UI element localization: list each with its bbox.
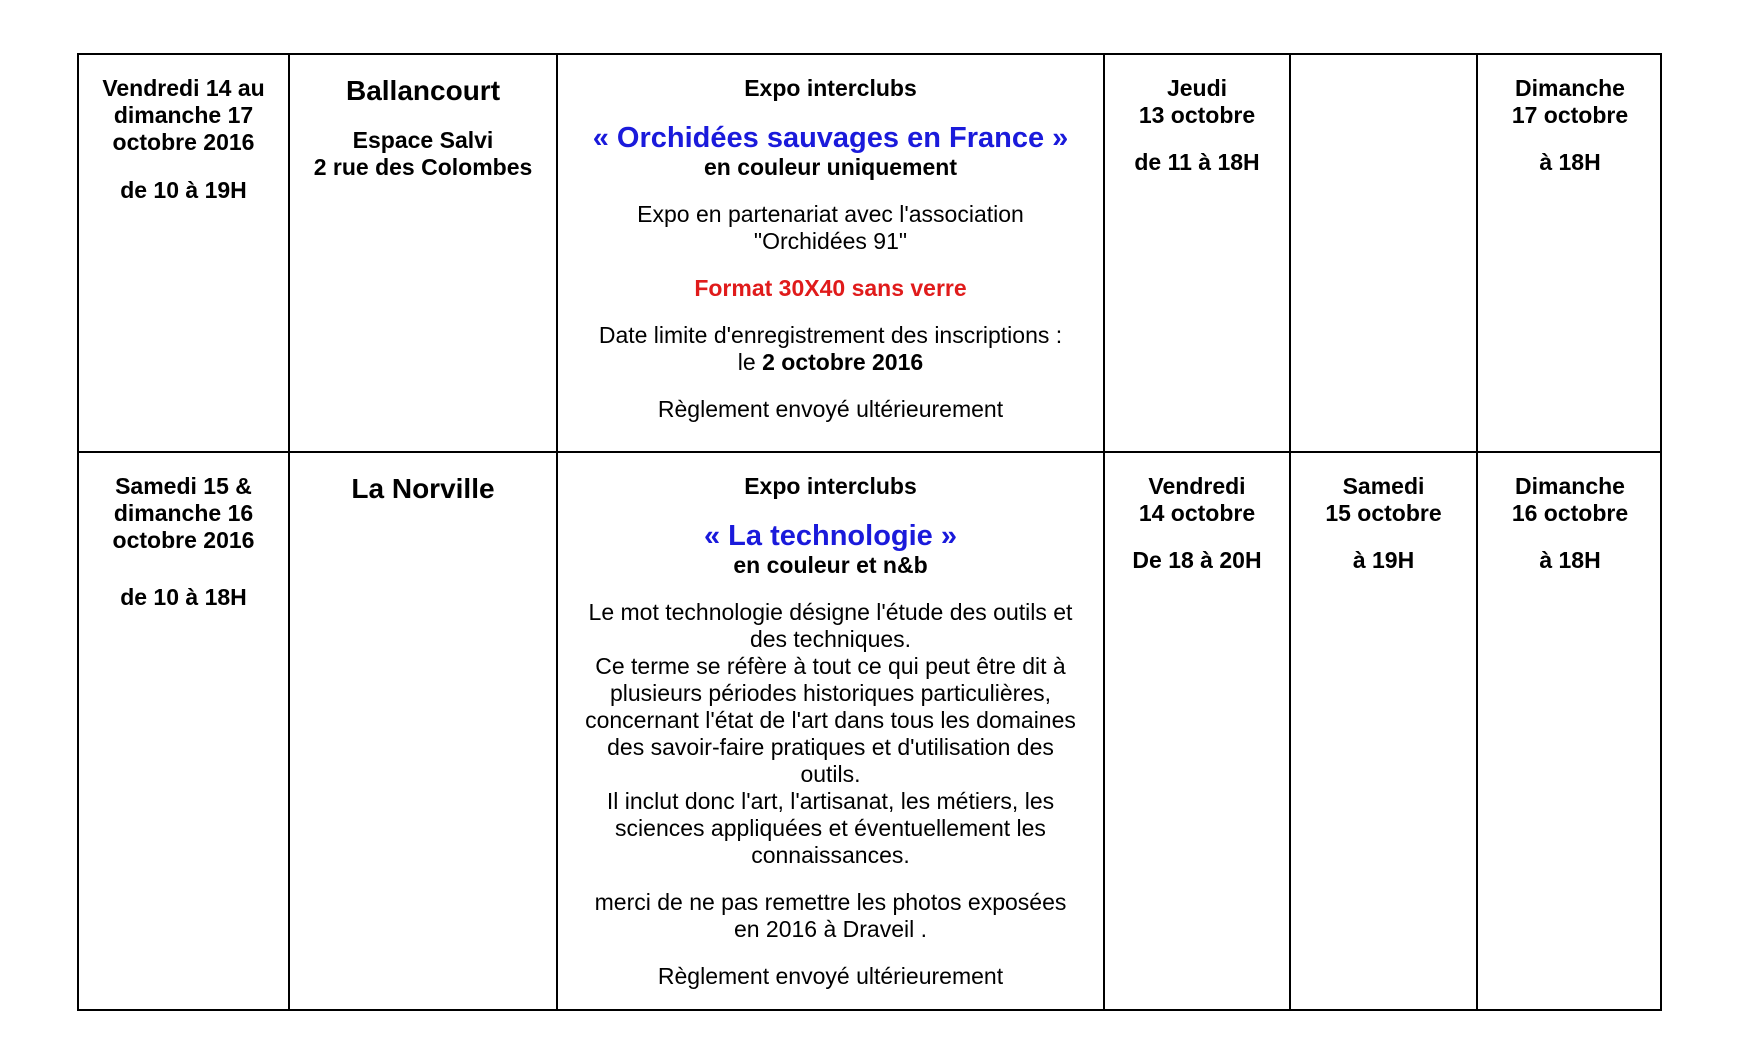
pick-up-hours: à 18H bbox=[1539, 547, 1601, 573]
event-location-cell bbox=[288, 55, 556, 451]
rules-note: Règlement envoyé ultérieurement bbox=[657, 963, 1004, 989]
drop-off-hours: de 11 à 18H bbox=[1134, 149, 1260, 175]
drop-off-cell bbox=[1103, 453, 1289, 1009]
note-line-1: merci de ne pas remettre les photos exposées bbox=[594, 889, 1067, 915]
drop-off-date: 13 octobre bbox=[1138, 102, 1256, 128]
description-line: des savoir-faire pratiques et d'utilisation des bbox=[607, 734, 1054, 760]
expo-kind: Expo interclubs bbox=[744, 75, 917, 101]
description-line: des techniques. bbox=[749, 626, 912, 652]
events-table bbox=[77, 53, 1662, 1011]
location-city: Ballancourt bbox=[345, 75, 501, 106]
location-city: La Norville bbox=[351, 473, 495, 504]
drop-off-cell bbox=[1103, 55, 1289, 451]
location-venue: Espace Salvi bbox=[352, 127, 494, 153]
vernissage-date: 15 octobre bbox=[1325, 500, 1442, 526]
drop-off-hours: De 18 à 20H bbox=[1132, 547, 1262, 573]
event-row-ballancourt bbox=[79, 55, 1660, 453]
note-line-2: en 2016 à Draveil . bbox=[733, 916, 928, 942]
expo-kind: Expo interclubs bbox=[744, 473, 917, 499]
deadline-prefix: le bbox=[737, 349, 756, 375]
pick-up-cell bbox=[1476, 453, 1662, 1009]
vernissage-hours: à 19H bbox=[1352, 547, 1415, 573]
description-line: concernant l'état de l'art dans tous les domaines bbox=[585, 707, 1076, 733]
description-line: Le mot technologie désigne l'étude des outils et bbox=[588, 599, 1073, 625]
description-line: outils. bbox=[800, 761, 861, 787]
dates-line-3: octobre 2016 bbox=[112, 129, 255, 155]
expo-description bbox=[558, 599, 1103, 869]
event-location-cell bbox=[288, 453, 556, 1009]
deadline-label: Date limite d'enregistrement des inscriptions : bbox=[598, 322, 1063, 348]
pick-up-hours: à 18H bbox=[1539, 149, 1601, 175]
location-address: 2 rue des Colombes bbox=[313, 154, 533, 180]
vernissage-cell bbox=[1289, 55, 1476, 451]
pick-up-cell bbox=[1476, 55, 1662, 451]
dates-line-1: Vendredi 14 au bbox=[102, 75, 265, 101]
pick-up-date: 17 octobre bbox=[1511, 102, 1629, 128]
format-notice: Format 30X40 sans verre bbox=[694, 275, 967, 301]
drop-off-day: Vendredi bbox=[1148, 473, 1246, 499]
expo-mode: en couleur et n&b bbox=[733, 552, 928, 578]
pick-up-day: Dimanche bbox=[1515, 75, 1625, 101]
opening-hours: de 10 à 18H bbox=[120, 584, 247, 610]
event-dates-cell bbox=[79, 55, 288, 451]
expo-theme: « La technologie » bbox=[704, 520, 957, 552]
description-line: Il inclut donc l'art, l'artisanat, les métiers, les bbox=[606, 788, 1055, 814]
dates-line-3: octobre 2016 bbox=[112, 527, 255, 553]
description-line: plusieurs périodes historiques particulières, bbox=[609, 680, 1052, 706]
description-line: connaissances. bbox=[751, 842, 910, 868]
vernissage-day: Samedi bbox=[1342, 473, 1425, 499]
pick-up-day: Dimanche bbox=[1515, 473, 1625, 499]
event-details-cell bbox=[556, 453, 1103, 1009]
dates-line-1: Samedi 15 & bbox=[115, 473, 252, 499]
event-details-cell bbox=[556, 55, 1103, 451]
expo-mode: en couleur uniquement bbox=[703, 154, 958, 180]
dates-line-2: dimanche 16 bbox=[113, 500, 254, 526]
dates-line-2: dimanche 17 bbox=[113, 102, 254, 128]
event-row-la-norville bbox=[79, 453, 1660, 1009]
drop-off-day: Jeudi bbox=[1166, 75, 1228, 101]
description-line: Ce terme se réfère à tout ce qui peut être dit à bbox=[595, 653, 1066, 679]
partner-line-2: "Orchidées 91" bbox=[753, 228, 908, 254]
vernissage-cell bbox=[1289, 453, 1476, 1009]
deadline-line bbox=[558, 349, 1103, 376]
expo-theme: « Orchidées sauvages en France » bbox=[592, 122, 1069, 154]
rules-note: Règlement envoyé ultérieurement bbox=[657, 396, 1004, 422]
deadline-date: 2 octobre 2016 bbox=[762, 349, 924, 375]
description-line: sciences appliquées et éventuellement les bbox=[615, 815, 1046, 841]
opening-hours: de 10 à 19H bbox=[120, 177, 247, 203]
event-dates-cell bbox=[79, 453, 288, 1009]
pick-up-date: 16 octobre bbox=[1511, 500, 1629, 526]
partner-line-1: Expo en partenariat avec l'association bbox=[637, 201, 1024, 227]
drop-off-date: 14 octobre bbox=[1138, 500, 1256, 526]
